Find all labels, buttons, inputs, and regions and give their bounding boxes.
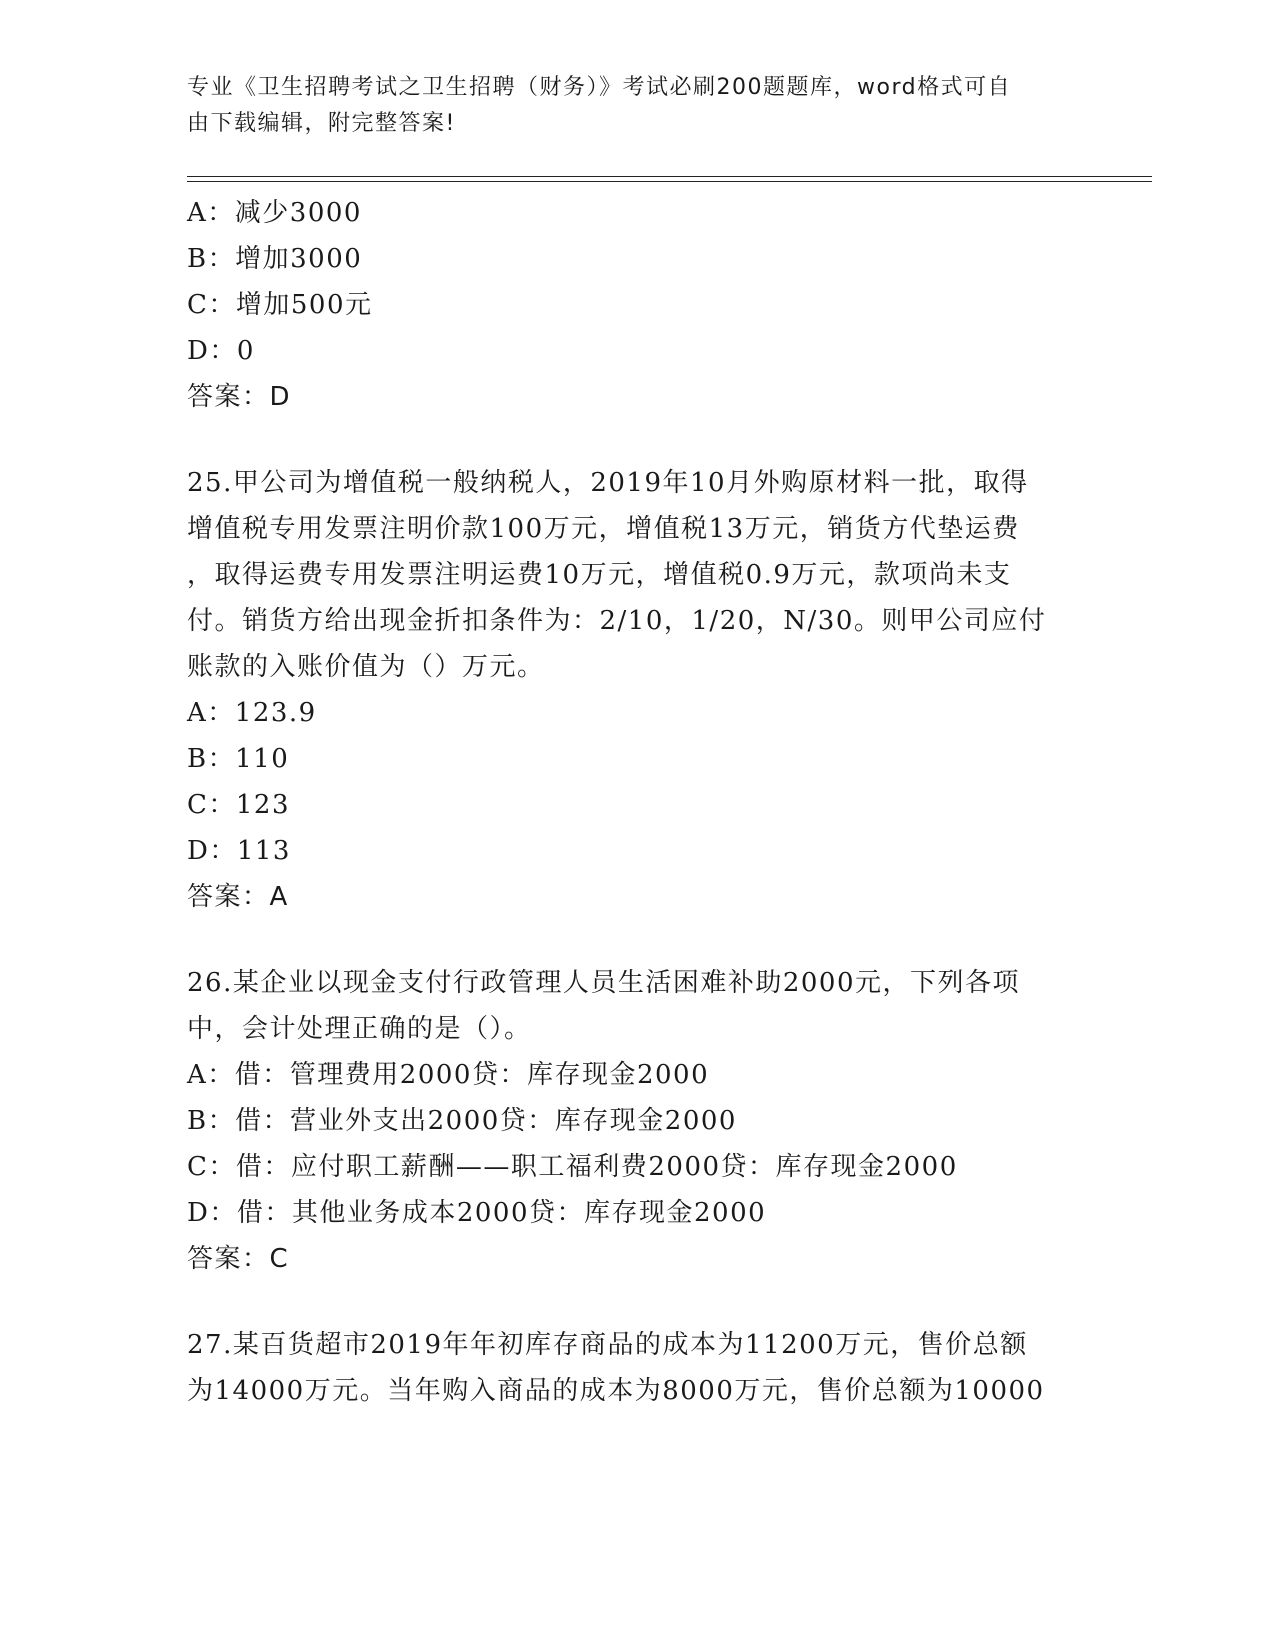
answer: 答案：C <box>187 1244 290 1274</box>
question-text: 26.某企业以现金支付行政管理人员生活困难补助2000元，下列各项 <box>187 968 1021 998</box>
option-c: C：借：应付职工薪酬——职工福利费2000贷：库存现金2000 <box>187 1152 958 1182</box>
answer: 答案：A <box>187 882 289 912</box>
question-text: 中，会计处理正确的是（）。 <box>187 1014 532 1044</box>
option-a: A：123.9 <box>187 698 317 728</box>
question-text: 27.某百货超市2019年年初库存商品的成本为11200万元，售价总额 <box>187 1330 1028 1360</box>
option-d: D：借：其他业务成本2000贷：库存现金2000 <box>187 1198 767 1228</box>
question-text: 25.甲公司为增值税一般纳税人，2019年10月外购原材料一批，取得 <box>187 468 1029 498</box>
option-b: B：110 <box>187 744 290 774</box>
header-divider-bottom <box>187 181 1152 182</box>
question-text: ，取得运费专用发票注明运费10万元，增值税0.9万元，款项尚未支 <box>187 560 1012 590</box>
question-25 <box>187 460 1087 920</box>
question-24-tail <box>187 190 1087 420</box>
answer: 答案：D <box>187 382 292 412</box>
option-b: B：借：营业外支出2000贷：库存现金2000 <box>187 1106 737 1136</box>
header-divider-top <box>187 176 1152 177</box>
question-text: 为14000万元。当年购入商品的成本为8000万元，售价总额为10000 <box>187 1376 1045 1406</box>
question-27 <box>187 1322 1087 1414</box>
question-26 <box>187 960 1087 1282</box>
header-line-1: 专业《卫生招聘考试之卫生招聘（财务）》考试必刷200题题库，word格式可自 <box>187 75 1012 100</box>
option-b: B：增加3000 <box>187 244 363 274</box>
option-a: A：借：管理费用2000贷：库存现金2000 <box>187 1060 710 1090</box>
option-c: C：123 <box>187 790 291 820</box>
document-header <box>187 70 1067 142</box>
option-a: A：减少3000 <box>187 198 362 228</box>
header-line-2: 由下载编辑，附完整答案! <box>187 111 456 136</box>
question-text: 增值税专用发票注明价款100万元，增值税13万元，销货方代垫运费 <box>187 514 1020 544</box>
option-d: D：113 <box>187 836 291 866</box>
option-c: C：增加500元 <box>187 290 373 320</box>
document-body <box>187 190 1087 1414</box>
option-d: D：0 <box>187 336 255 366</box>
question-text: 账款的入账价值为（）万元。 <box>187 652 545 682</box>
question-text: 付。销货方给出现金折扣条件为：2/10，1/20，N/30。则甲公司应付 <box>187 606 1047 636</box>
